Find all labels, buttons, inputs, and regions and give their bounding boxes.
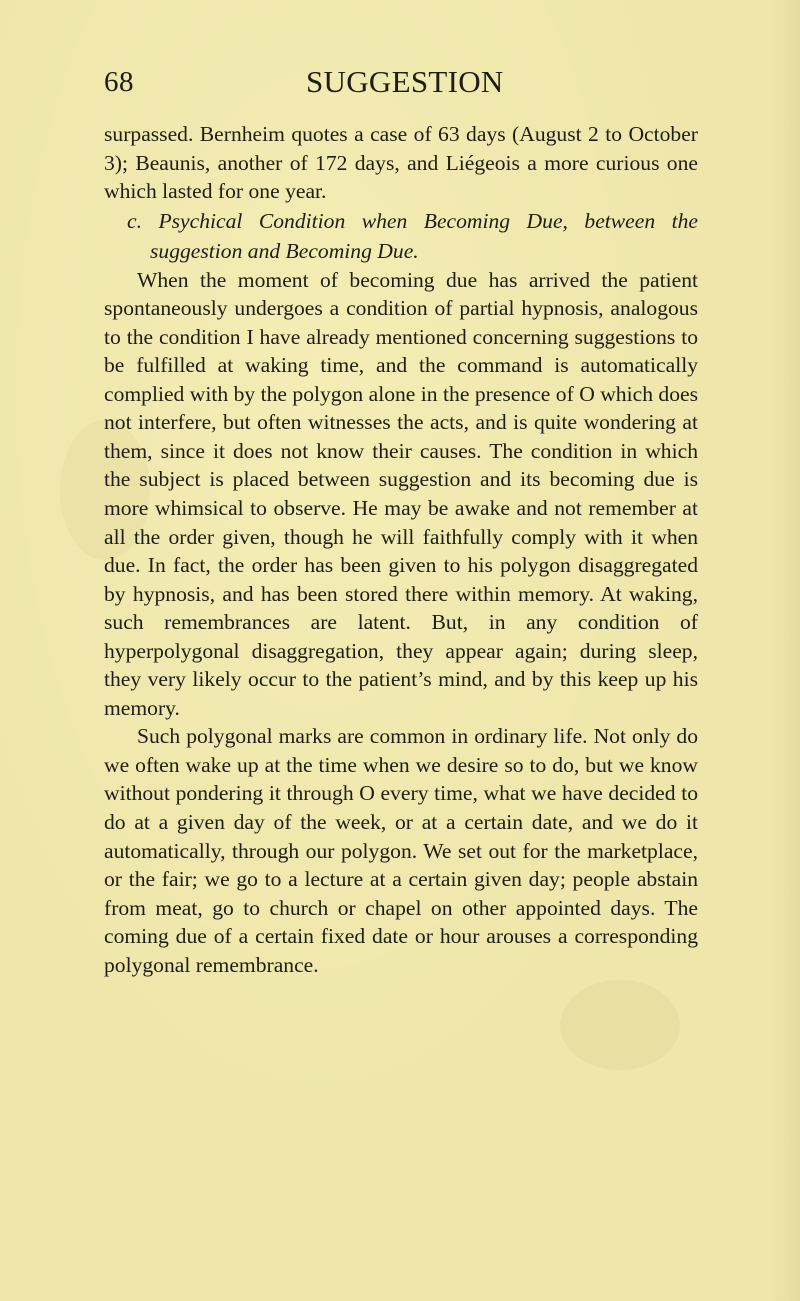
- running-title: SUGGESTION: [306, 64, 504, 99]
- page-body: [104, 120, 698, 979]
- paragraph: When the moment of becoming due has arrived the patient spontaneously undergoes a condition of partial hypnosis, analogous to the condition I have already mentioned concerning suggestions to be fulfilled at waking time, and the command is automatically complied with by the polygon alone in the presence of O which does not interfere, but often witnesses the acts, and is quite wondering at them, since it does not know their causes. The condition in which the subject is placed between suggestion and its becoming due is more whimsical to observe. He may be awake and not remember at all the order given, though he will faithfully comply with it when due. In fact, the order has been given to his polygon disaggregated by hypnosis, and has been stored there within memory. At waking, such remembrances are latent. But, in any condition of hyperpolygonal disaggregation, they appear again; during sleep, they very likely occur to the patient’s mind, and by this keep up his memory.: [104, 267, 698, 720]
- section-heading: c. Psychical Condition when Becoming Due, between the suggestion and Becoming Due.: [127, 208, 698, 263]
- paragraph: Such polygonal marks are common in ordinary life. Not only do we often wake up at the time when we desire so to do, but we know without pondering it through O every time, what we have decided to do at a given day of the week, or at a certain date, and we do it automatically, through our polygon. We set out for the marketplace, or the fair; we go to a lecture at a certain given day; people abstain from meat, go to church or chapel on other appointed days. The coming due of a certain fixed date or hour arouses a corresponding polygonal remembrance.: [104, 724, 698, 977]
- paper-stain: [560, 980, 680, 1070]
- paragraph-continuation: surpassed. Bernheim quotes a case of 63 days (August 2 to October 3); Beaunis, another of 172 days, and Liégeois a more curious one which lasted for one year.: [104, 122, 698, 204]
- page-number: 68: [104, 66, 134, 98]
- page-header: [104, 62, 698, 102]
